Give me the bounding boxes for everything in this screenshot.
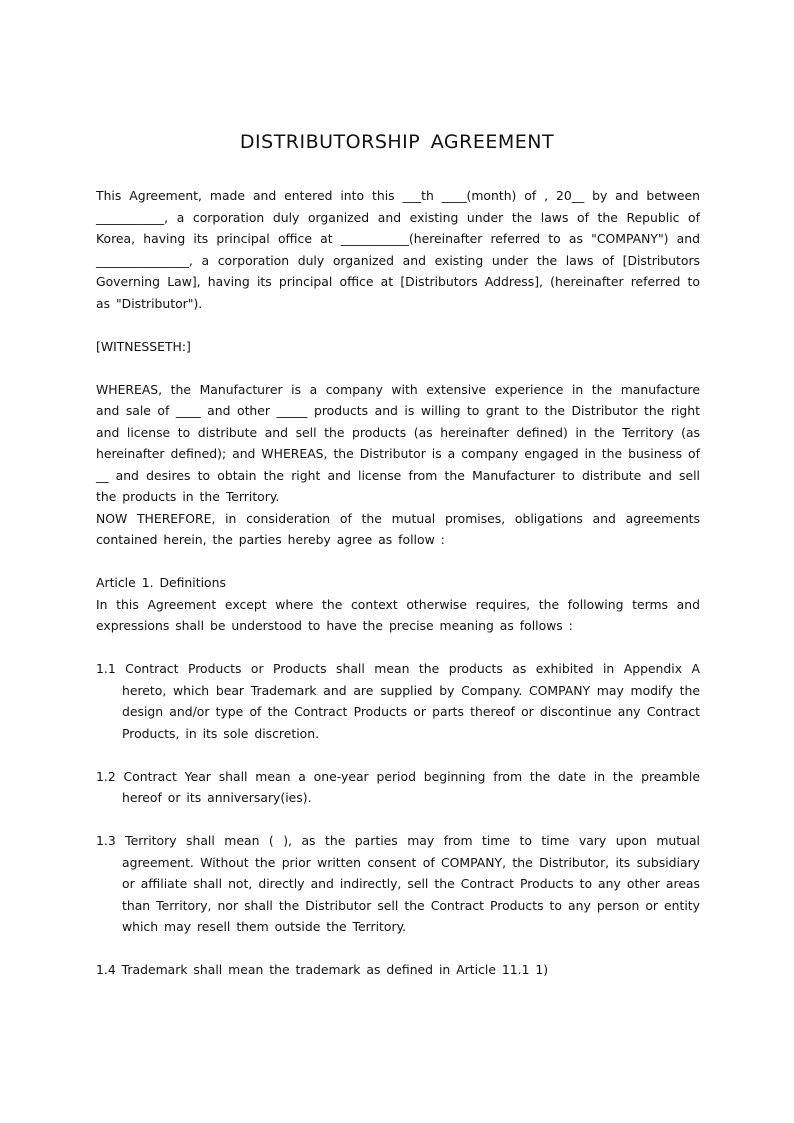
article-1-heading: Article 1. Definitions	[96, 575, 226, 590]
clause-1-4: 1.4 Trademark shall mean the trademark as defined in Article 11.1 1)	[96, 962, 549, 977]
document-body	[96, 185, 700, 981]
spacer	[96, 637, 700, 659]
clause-1-2: 1.2 Contract Year shall mean a one-year period beginning from the date in the preamble hereof or its anniversary(ies).	[96, 768, 700, 805]
preamble-paragraph: This Agreement, made and entered into this ___th ____(month) of , 20__ by and between ___________, a corporation duly organized and existing under the laws of the Republic of Korea, having its principal office at ___________(hereinafter referred to as "COMPANY") and _______________, a corporation duly organized and existing under the laws of [Distributors Governing Law], having its principal office at [Distributors Address], (hereinafter referred to as "Distributor").	[96, 188, 700, 311]
article-1-intro: In this Agreement except where the context otherwise requires, the following terms and expressions shall be understood to have the precise meaning as follows :	[96, 596, 700, 633]
document-title: DISTRIBUTORSHIP AGREEMENT	[239, 131, 555, 153]
witnesseth-heading: [WITNESSETH:]	[96, 338, 191, 354]
whereas-paragraph: WHEREAS, the Manufacturer is a company with extensive experience in the manufacture and sale of ____ and other _____ products and is willing to grant to the Distributor the right and license to distribute and sell the products (as hereinafter defined) in the Territory (as hereinafter defined); and WHEREAS, the Distributor is a company engaged in the business of __ and desires to obtain the right and license from the Manufacturer to distribute and sell the products in the Territory.	[96, 381, 700, 504]
spacer	[96, 809, 700, 831]
clause-1-3: 1.3 Territory shall mean ( ), as the parties may from time to time vary upon mutual agreement. Without the prior written consent of COMPANY, the Distributor, its subsidiary or affiliate shall not, directly and indirectly, sell the Contract Products to any other areas than Territory, nor shall the Distributor sell the Contract Products to any person or entity which may resell them outside the Territory.	[96, 833, 700, 934]
spacer	[96, 744, 700, 766]
clause-1-1: 1.1 Contract Products or Products shall mean the products as exhibited in Appendix A hereto, which bear Trademark and are supplied by Company. COMPANY may modify the design and/or type of the Contract Products or parts thereof or discontinue any Contract Products, in its sole discretion.	[96, 661, 700, 741]
spacer	[96, 314, 700, 336]
spacer	[96, 938, 700, 960]
spacer	[96, 357, 700, 379]
now-therefore-paragraph: NOW THEREFORE, in consideration of the mutual promises, obligations and agreements contained herein, the parties hereby agree as follow :	[96, 510, 700, 547]
spacer	[96, 551, 700, 573]
